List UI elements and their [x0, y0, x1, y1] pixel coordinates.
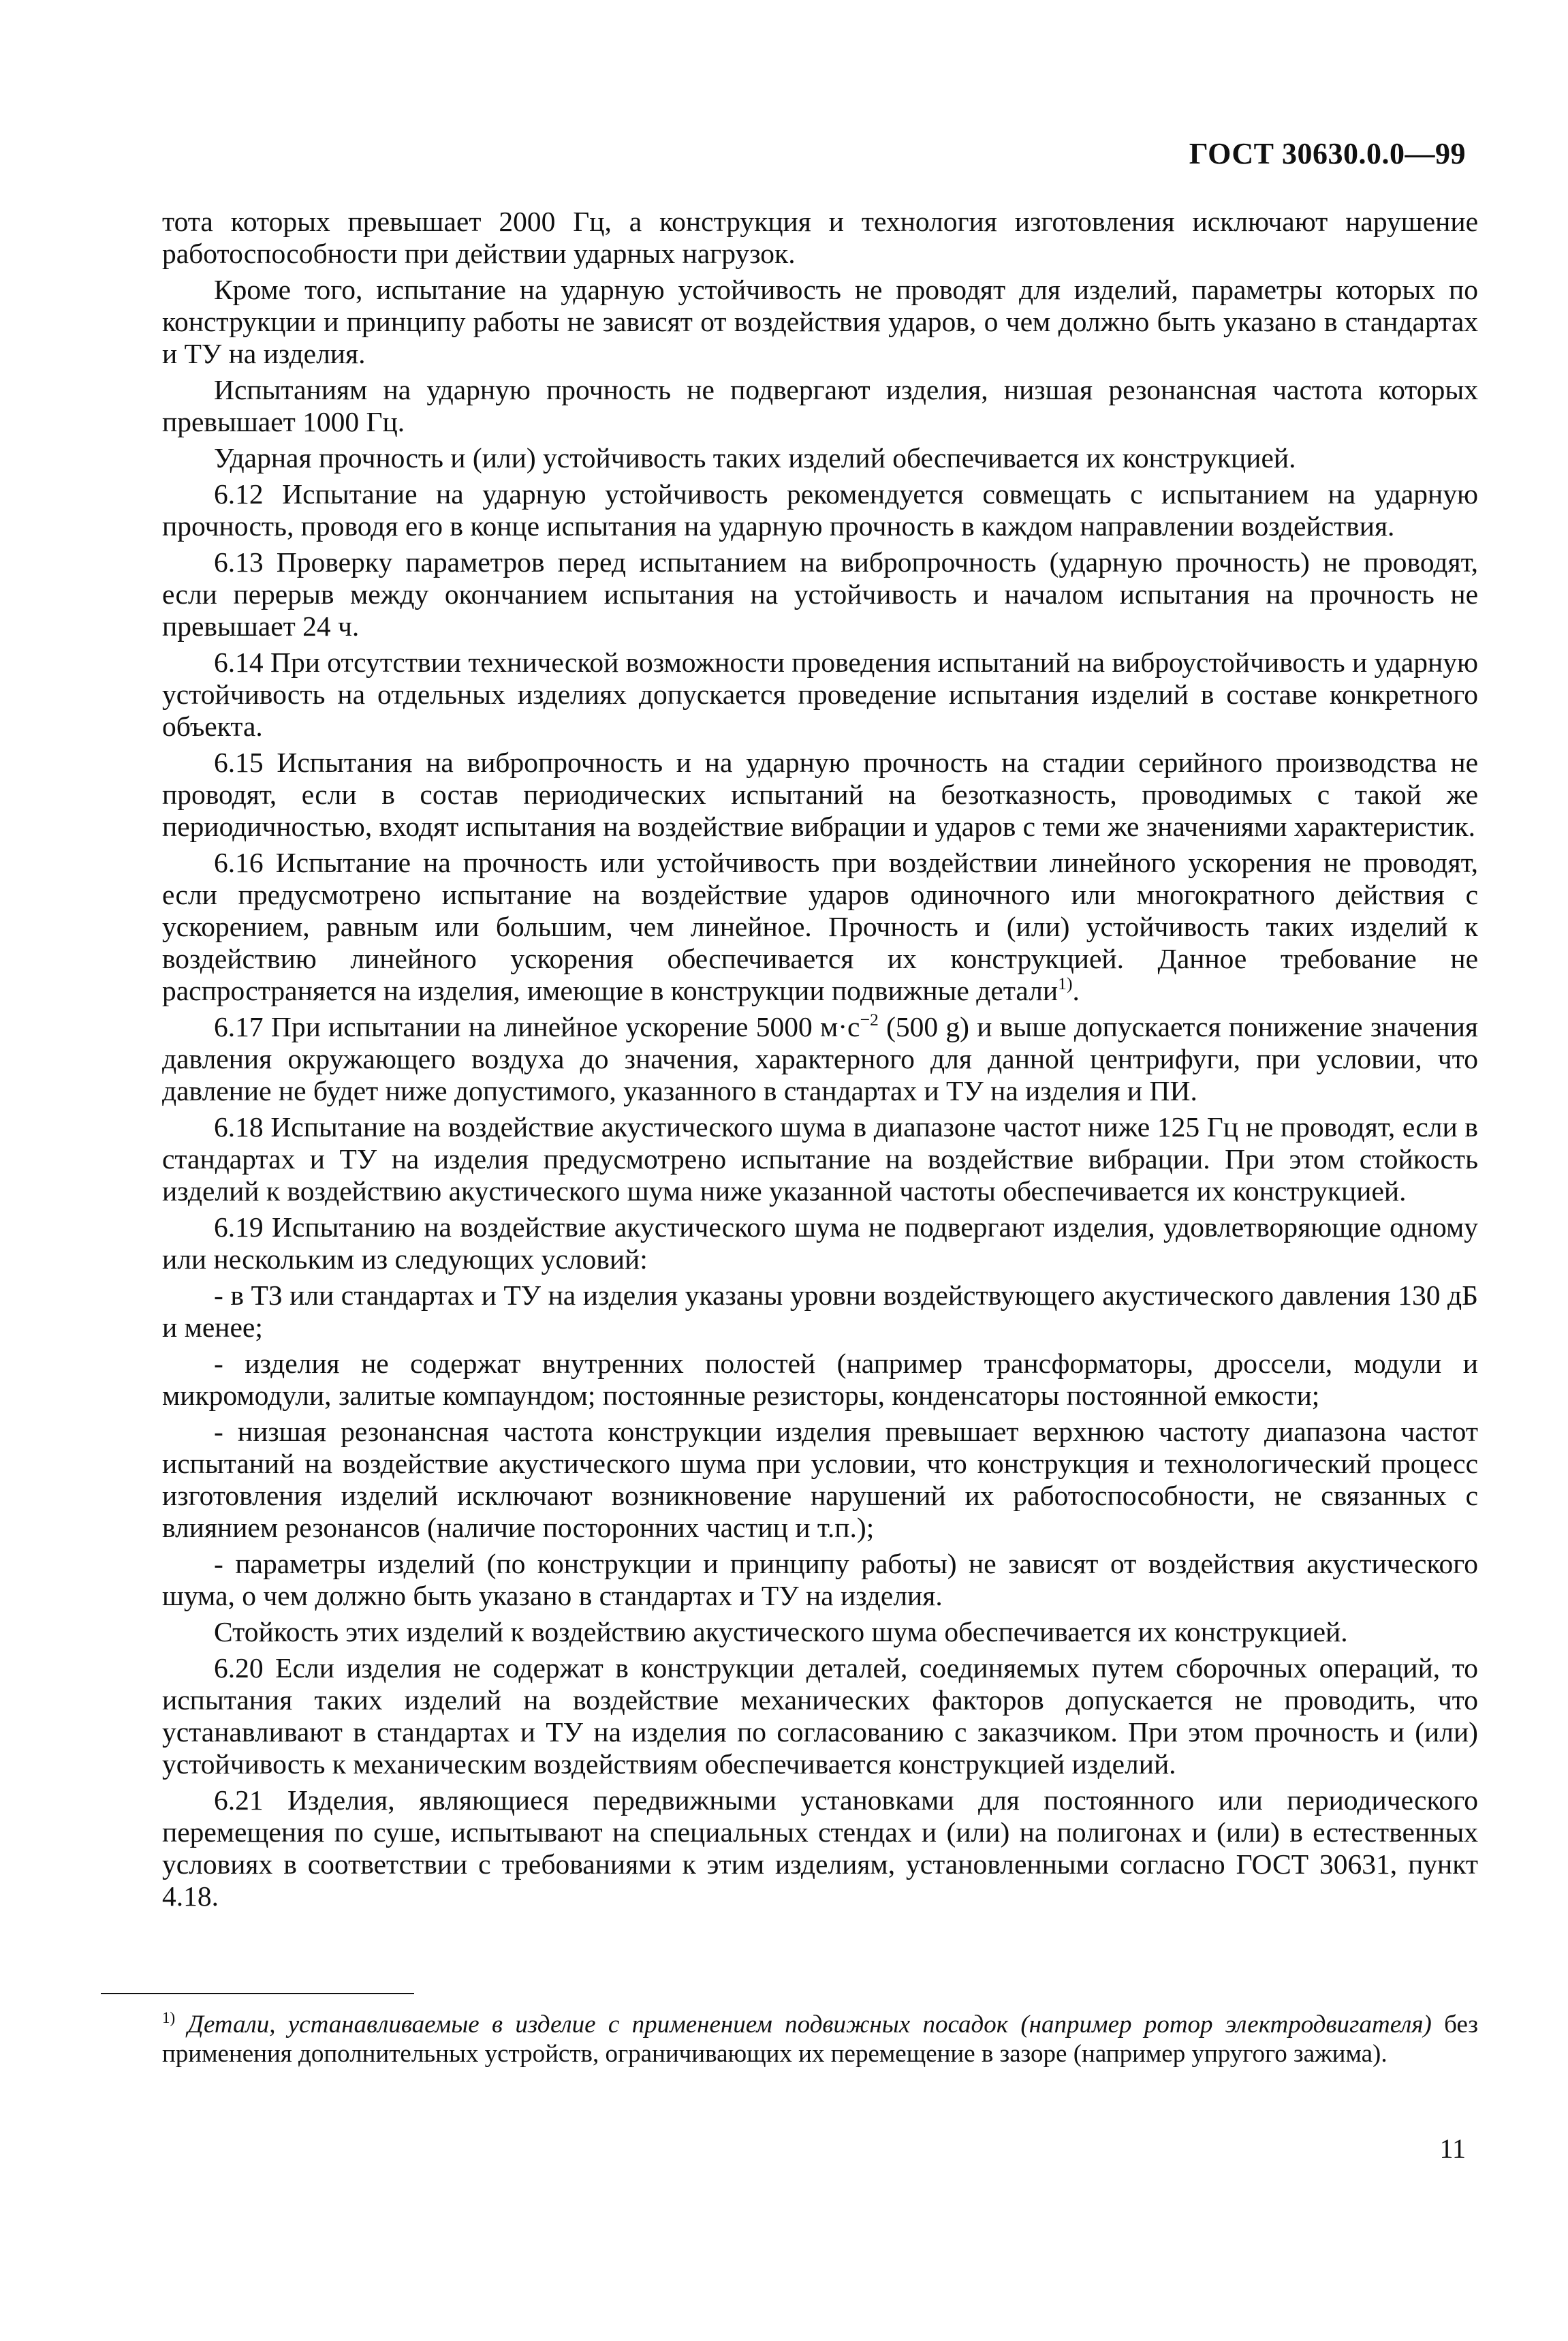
footnote-reference: 1) — [1058, 973, 1073, 993]
page-number: 11 — [1439, 2133, 1466, 2164]
footnote-divider — [101, 1993, 414, 1994]
document-code-header: ГОСТ 30630.0.0—99 — [1189, 137, 1466, 170]
clause-6-12: 6.12 Испытание на ударную устойчивость рекомендуется совмещать с испытанием на ударную прочность, проводя его в конце испытания на ударную прочность в каждом направлении воздействия. — [162, 478, 1478, 542]
clause-6-16 — [162, 847, 1478, 1007]
footnote-rest: без применения дополнительных устройств, ограничивающих их перемещение в зазоре (например упругого зажима). — [162, 2011, 1479, 2068]
document-body — [162, 206, 1478, 1917]
clause-6-13: 6.13 Проверку параметров перед испытанием на вибропрочность (ударную прочность) не проводят, если перерыв между окончанием испытания на устойчивость и началом испытания на прочность не превышает 24 ч. — [162, 546, 1478, 642]
footnote-lead: Детали, устанавливаемые в изделие с применением подвижных посадок (например ротор электродвигателя) — [187, 2011, 1432, 2038]
paragraph: Стойкость этих изделий к воздействию акустического шума обеспечивается их конструкцией. — [214, 1616, 1348, 1647]
footnote — [162, 2010, 1478, 2068]
clause-6-16-end: . — [1072, 975, 1080, 1006]
paragraph: Кроме того, испытание на ударную устойчивость не проводят для изделий, параметры которых по конструкции и принципу работы не зависят от воздействия ударов, о чем должно быть указано в стандартах и ТУ на изделия. — [162, 274, 1478, 369]
list-item: - низшая резонансная частота конструкции изделия превышает верхнюю частоту диапазона частот испытаний на воздействие акустического шума при условии, что конструкция и технологический процесс изготовления изделий исключают возникновение нарушений их работоспособности, не связанных с влиянием резонансов (наличие посторонних частиц и т.п.); — [162, 1416, 1478, 1543]
list-item: - в ТЗ или стандартах и ТУ на изделия указаны уровни воздействующего акустического давления 130 дБ и менее; — [162, 1280, 1478, 1343]
clause-6-18: 6.18 Испытание на воздействие акустического шума в диапазоне частот ниже 125 Гц не проводят, если в стандартах и ТУ на изделия предусмотрено испытание на воздействие вибрации. При этом стойкость изделий к воздействию акустического шума ниже указанной частоты обеспечивается их конструкцией. — [162, 1111, 1478, 1207]
clause-6-16-text: 6.16 Испытание на прочность или устойчивость при воздействии линейного ускорения не проводят, если предусмотрено испытание на воздействие ударов одиночного или многократного действия с ускорением, равным или большим, чем линейное. Прочность и (или) устойчивость таких изделий к воздействию линейного ускорения обеспечивается их конструкцией. Данное требование не распространяется на изделия, имеющие в конструкции подвижные детали — [162, 847, 1478, 1006]
paragraph: Ударная прочность и (или) устойчивость таких изделий обеспечивается их конструкцией. — [214, 442, 1296, 474]
footnote-mark: 1) — [162, 2009, 176, 2026]
list-item: - параметры изделий (по конструкции и принципу работы) не зависят от воздействия акустического шума, о чем должно быть указано в стандартах и ТУ на изделия. — [162, 1548, 1478, 1611]
clause-6-17 — [162, 1011, 1478, 1107]
clause-6-21: 6.21 Изделия, являющиеся передвижными установками для постоянного или периодического перемещения по суше, испытывают на специальных стендах и (или) на полигонах и (или) в естественных условиях в соответствии с требованиями к этим изделиям, установленными согласно ГОСТ 30631, пункт 4.18. — [162, 1784, 1478, 1912]
paragraph: Испытаниям на ударную прочность не подвергают изделия, низшая резонансная частота которых превышает 1000 Гц. — [162, 374, 1478, 437]
clause-6-17-text-a: 6.17 При испытании на линейное ускорение 5000 м·с — [214, 1011, 860, 1042]
clause-6-20: 6.20 Если изделия не содержат в конструкции деталей, соединяемых путем сборочных операций, то испытания таких изделий на воздействие механических факторов допускается не проводить, что устанавливают в стандартах и ТУ на изделия по согласованию с заказчиком. При этом прочность и (или) устойчивость к механическим воздействиям обеспечивается конструкцией изделий. — [162, 1652, 1478, 1780]
list-item: - изделия не содержат внутренних полостей (например трансформаторы, дроссели, модули и микромодули, залитые компаундом; постоянные резисторы, конденсаторы постоянной емкости; — [162, 1348, 1478, 1411]
clause-6-14: 6.14 При отсутствии технической возможности проведения испытаний на виброустойчивость и ударную устойчивость на отдельных изделиях допускается проведение испытания изделий в составе конкретного объекта. — [162, 647, 1479, 742]
clause-6-19: 6.19 Испытанию на воздействие акустического шума не подвергают изделия, удовлетворяющие одному или нескольким из следующих условий: — [162, 1211, 1478, 1275]
exponent: −2 — [860, 1009, 879, 1029]
clause-6-17-text-b: (500 g) и выше допускается понижение значения давления окружающего воздуха до значения, характерного для данной центрифуги, при условии, что давление не будет ниже допустимого, указанного в стандартах и ТУ на изделия и ПИ. — [162, 1011, 1479, 1106]
paragraph-continuation: тота которых превышает 2000 Гц, а конструкция и технология изготовления исключают нарушение работоспособности при действии ударных нагрузок. — [162, 206, 1478, 269]
clause-6-15: 6.15 Испытания на вибропрочность и на ударную прочность на стадии серийного производства не проводят, если в состав периодических испытаний на безотказность, проводимых с такой же периодичностью, входят испытания на воздействие вибрации и ударов с теми же значениями характеристик. — [162, 747, 1478, 842]
